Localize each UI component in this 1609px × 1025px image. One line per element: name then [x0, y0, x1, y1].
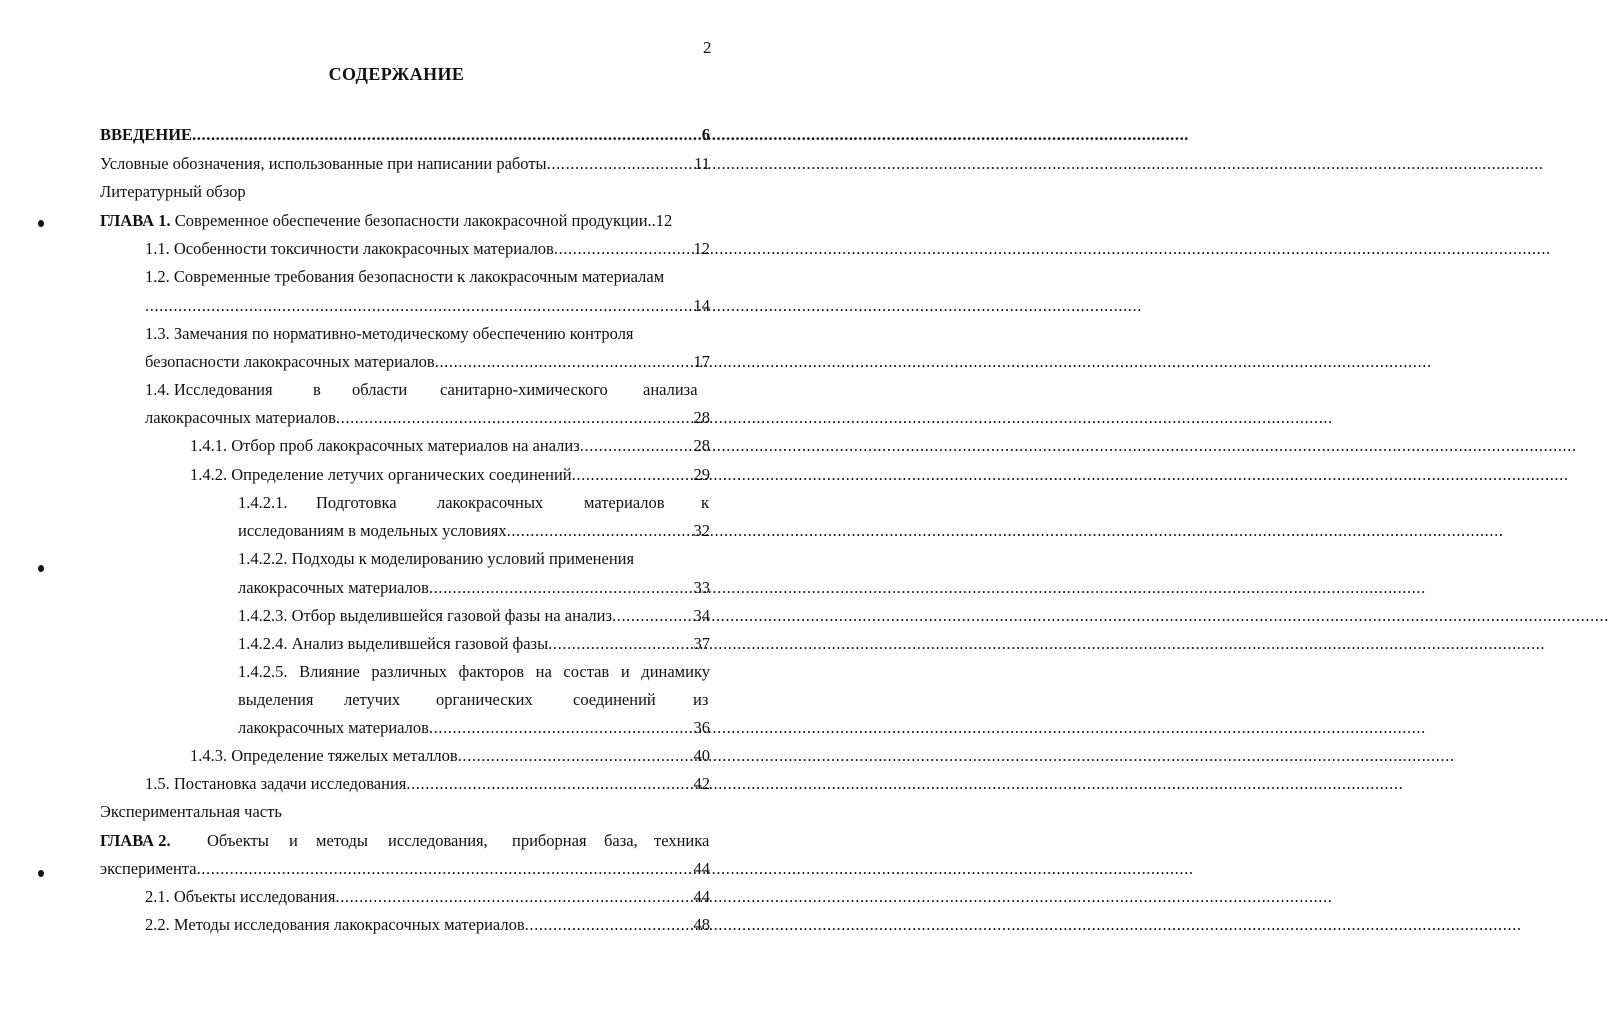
dot-leader — [507, 520, 694, 542]
toc-page: 33 — [693, 578, 710, 597]
toc-entry-2-1[interactable] — [145, 886, 710, 908]
page-number: 2 — [703, 38, 712, 57]
toc-page: 44 — [693, 887, 710, 906]
margin-dot — [38, 220, 44, 227]
toc-entry-1-4-2-3[interactable] — [238, 605, 710, 627]
toc-word: к — [701, 493, 710, 512]
chapter-head: ГЛАВА 1. — [100, 211, 171, 230]
toc-label: 2.2. Методы исследования лакокрасочных материалов — [145, 915, 525, 934]
toc-word: база, — [604, 831, 638, 850]
toc-word: из — [693, 690, 709, 709]
toc-word: соединений — [573, 690, 656, 709]
toc-label: 1.4.1. Отбор проб лакокрасочных материалов на анализ — [190, 436, 580, 455]
toc-word: анализа — [643, 380, 698, 399]
toc-label-cont: лакокрасочных материалов — [238, 718, 429, 737]
toc-label: 1.4.2. Определение летучих органических соединений — [190, 465, 572, 484]
chapter-title: Современное обеспечение безопасности лакокрасочной продукции.. — [174, 211, 656, 230]
dot-leader — [525, 914, 694, 936]
toc-entry-1-1[interactable] — [145, 238, 710, 260]
margin-dot — [38, 565, 44, 572]
toc-label: 1.1. Особенности токсичности лакокрасочных материалов — [145, 239, 554, 258]
toc-word: Подготовка — [316, 493, 397, 512]
toc-word: области — [352, 380, 408, 399]
toc-label-cont: исследованиям в модельных условиях — [238, 521, 507, 540]
margin-dot — [38, 870, 44, 877]
toc-label: 2.1. Объекты исследования — [145, 887, 336, 906]
dot-leader — [612, 605, 694, 627]
toc-page: 48 — [693, 915, 710, 934]
toc-page: 32 — [693, 521, 710, 540]
toc-page: 44 — [693, 859, 710, 878]
toc-entry-1-4-1[interactable] — [190, 435, 710, 457]
dot-leader — [554, 238, 694, 260]
toc-word: органических — [436, 690, 533, 709]
toc-label-cont: лакокрасочных материалов — [238, 578, 429, 597]
toc-page: 12 — [693, 239, 710, 258]
dot-leader — [580, 435, 694, 457]
toc-page: 6 — [701, 125, 710, 144]
dot-leader — [335, 886, 693, 908]
toc-word: санитарно-химического — [440, 380, 608, 399]
toc-page: 37 — [693, 634, 710, 653]
dot-leader — [192, 124, 702, 146]
toc-page: 42 — [693, 774, 710, 793]
toc-page: 40 — [693, 746, 710, 765]
toc-word: в — [313, 380, 321, 399]
toc-label: 1.4.2.4. Анализ выделившейся газовой фазы — [238, 634, 549, 653]
toc-word: и — [289, 831, 298, 850]
toc-page: 17 — [693, 352, 710, 371]
dot-leader — [429, 577, 694, 599]
toc-label: 1.4.3. Определение тяжелых металлов — [190, 746, 458, 765]
page-title: СОДЕРЖАНИЕ — [328, 64, 465, 84]
toc-word: исследования, — [388, 831, 488, 850]
dot-leader — [336, 407, 694, 429]
toc-page: 29 — [693, 465, 710, 484]
toc-word: методы — [316, 831, 369, 850]
toc-label: Условные обозначения, использованные при написании работы — [100, 154, 547, 173]
toc-entry-1-5[interactable] — [145, 773, 710, 795]
toc-label: 1.4.2.2. Подходы к моделированию условий применения — [238, 549, 635, 568]
toc-label: 1.5. Постановка задачи исследования — [145, 774, 407, 793]
toc-page: 28 — [693, 408, 710, 427]
toc-word: выделения — [238, 690, 314, 709]
toc-word: Объекты — [207, 831, 269, 850]
dot-leader — [572, 464, 694, 486]
toc-entry-1-4-2[interactable] — [190, 464, 710, 486]
toc-entry-intro[interactable] — [100, 124, 710, 146]
toc-label: 1.2. Современные требования безопасности к лакокрасочным материалам — [145, 267, 665, 286]
toc-entry-1-4-2-4[interactable] — [238, 633, 710, 655]
toc-label-cont: безопасности лакокрасочных материалов — [145, 352, 435, 371]
toc-page: 11 — [694, 154, 710, 173]
toc-page: 12 — [655, 211, 673, 230]
toc-label: 1.4.2.5. Влияние различных факторов на состав и динамику — [238, 662, 710, 681]
toc-page: 36 — [693, 718, 710, 737]
dot-leader — [435, 351, 694, 373]
toc-word: летучих — [344, 690, 401, 709]
toc-page: 34 — [693, 606, 710, 625]
toc-entry-1-4-3[interactable] — [190, 745, 710, 767]
toc-word: материалов — [584, 493, 665, 512]
toc-entry-2-2[interactable] — [145, 914, 710, 936]
toc-part-experimental: Экспериментальная часть — [100, 802, 282, 821]
toc-label — [100, 210, 656, 232]
toc-word: лакокрасочных — [437, 493, 544, 512]
dot-leader — [197, 858, 694, 880]
toc-label: ВВЕДЕНИЕ — [100, 125, 193, 144]
toc-page: 28 — [693, 436, 710, 455]
toc-entry-symbols[interactable] — [100, 153, 710, 175]
dot-leader — [429, 717, 694, 739]
toc-page: 14 — [693, 296, 710, 315]
dot-leader — [547, 153, 694, 175]
chapter-head: ГЛАВА 2. — [100, 831, 171, 850]
toc-entry-chapter-1[interactable] — [100, 210, 710, 232]
toc-label: 1.3. Замечания по нормативно-методическому обеспечению контроля — [145, 324, 634, 343]
toc-part-lit-review: Литературный обзор — [100, 182, 246, 201]
dot-leader — [548, 633, 693, 655]
toc-label-cont: эксперимента — [100, 859, 197, 878]
toc-word: техника — [654, 831, 710, 850]
toc-word: приборная — [512, 831, 587, 850]
toc-label-cont: лакокрасочных материалов — [145, 408, 336, 427]
dot-leader — [406, 773, 693, 795]
dot-leader — [145, 295, 694, 317]
toc-label: 1.4.2.3. Отбор выделившейся газовой фазы на анализ — [238, 606, 612, 625]
toc-word: 1.4. Исследования — [145, 380, 273, 399]
toc-word: 1.4.2.1. — [238, 493, 288, 512]
dot-leader — [458, 745, 694, 767]
